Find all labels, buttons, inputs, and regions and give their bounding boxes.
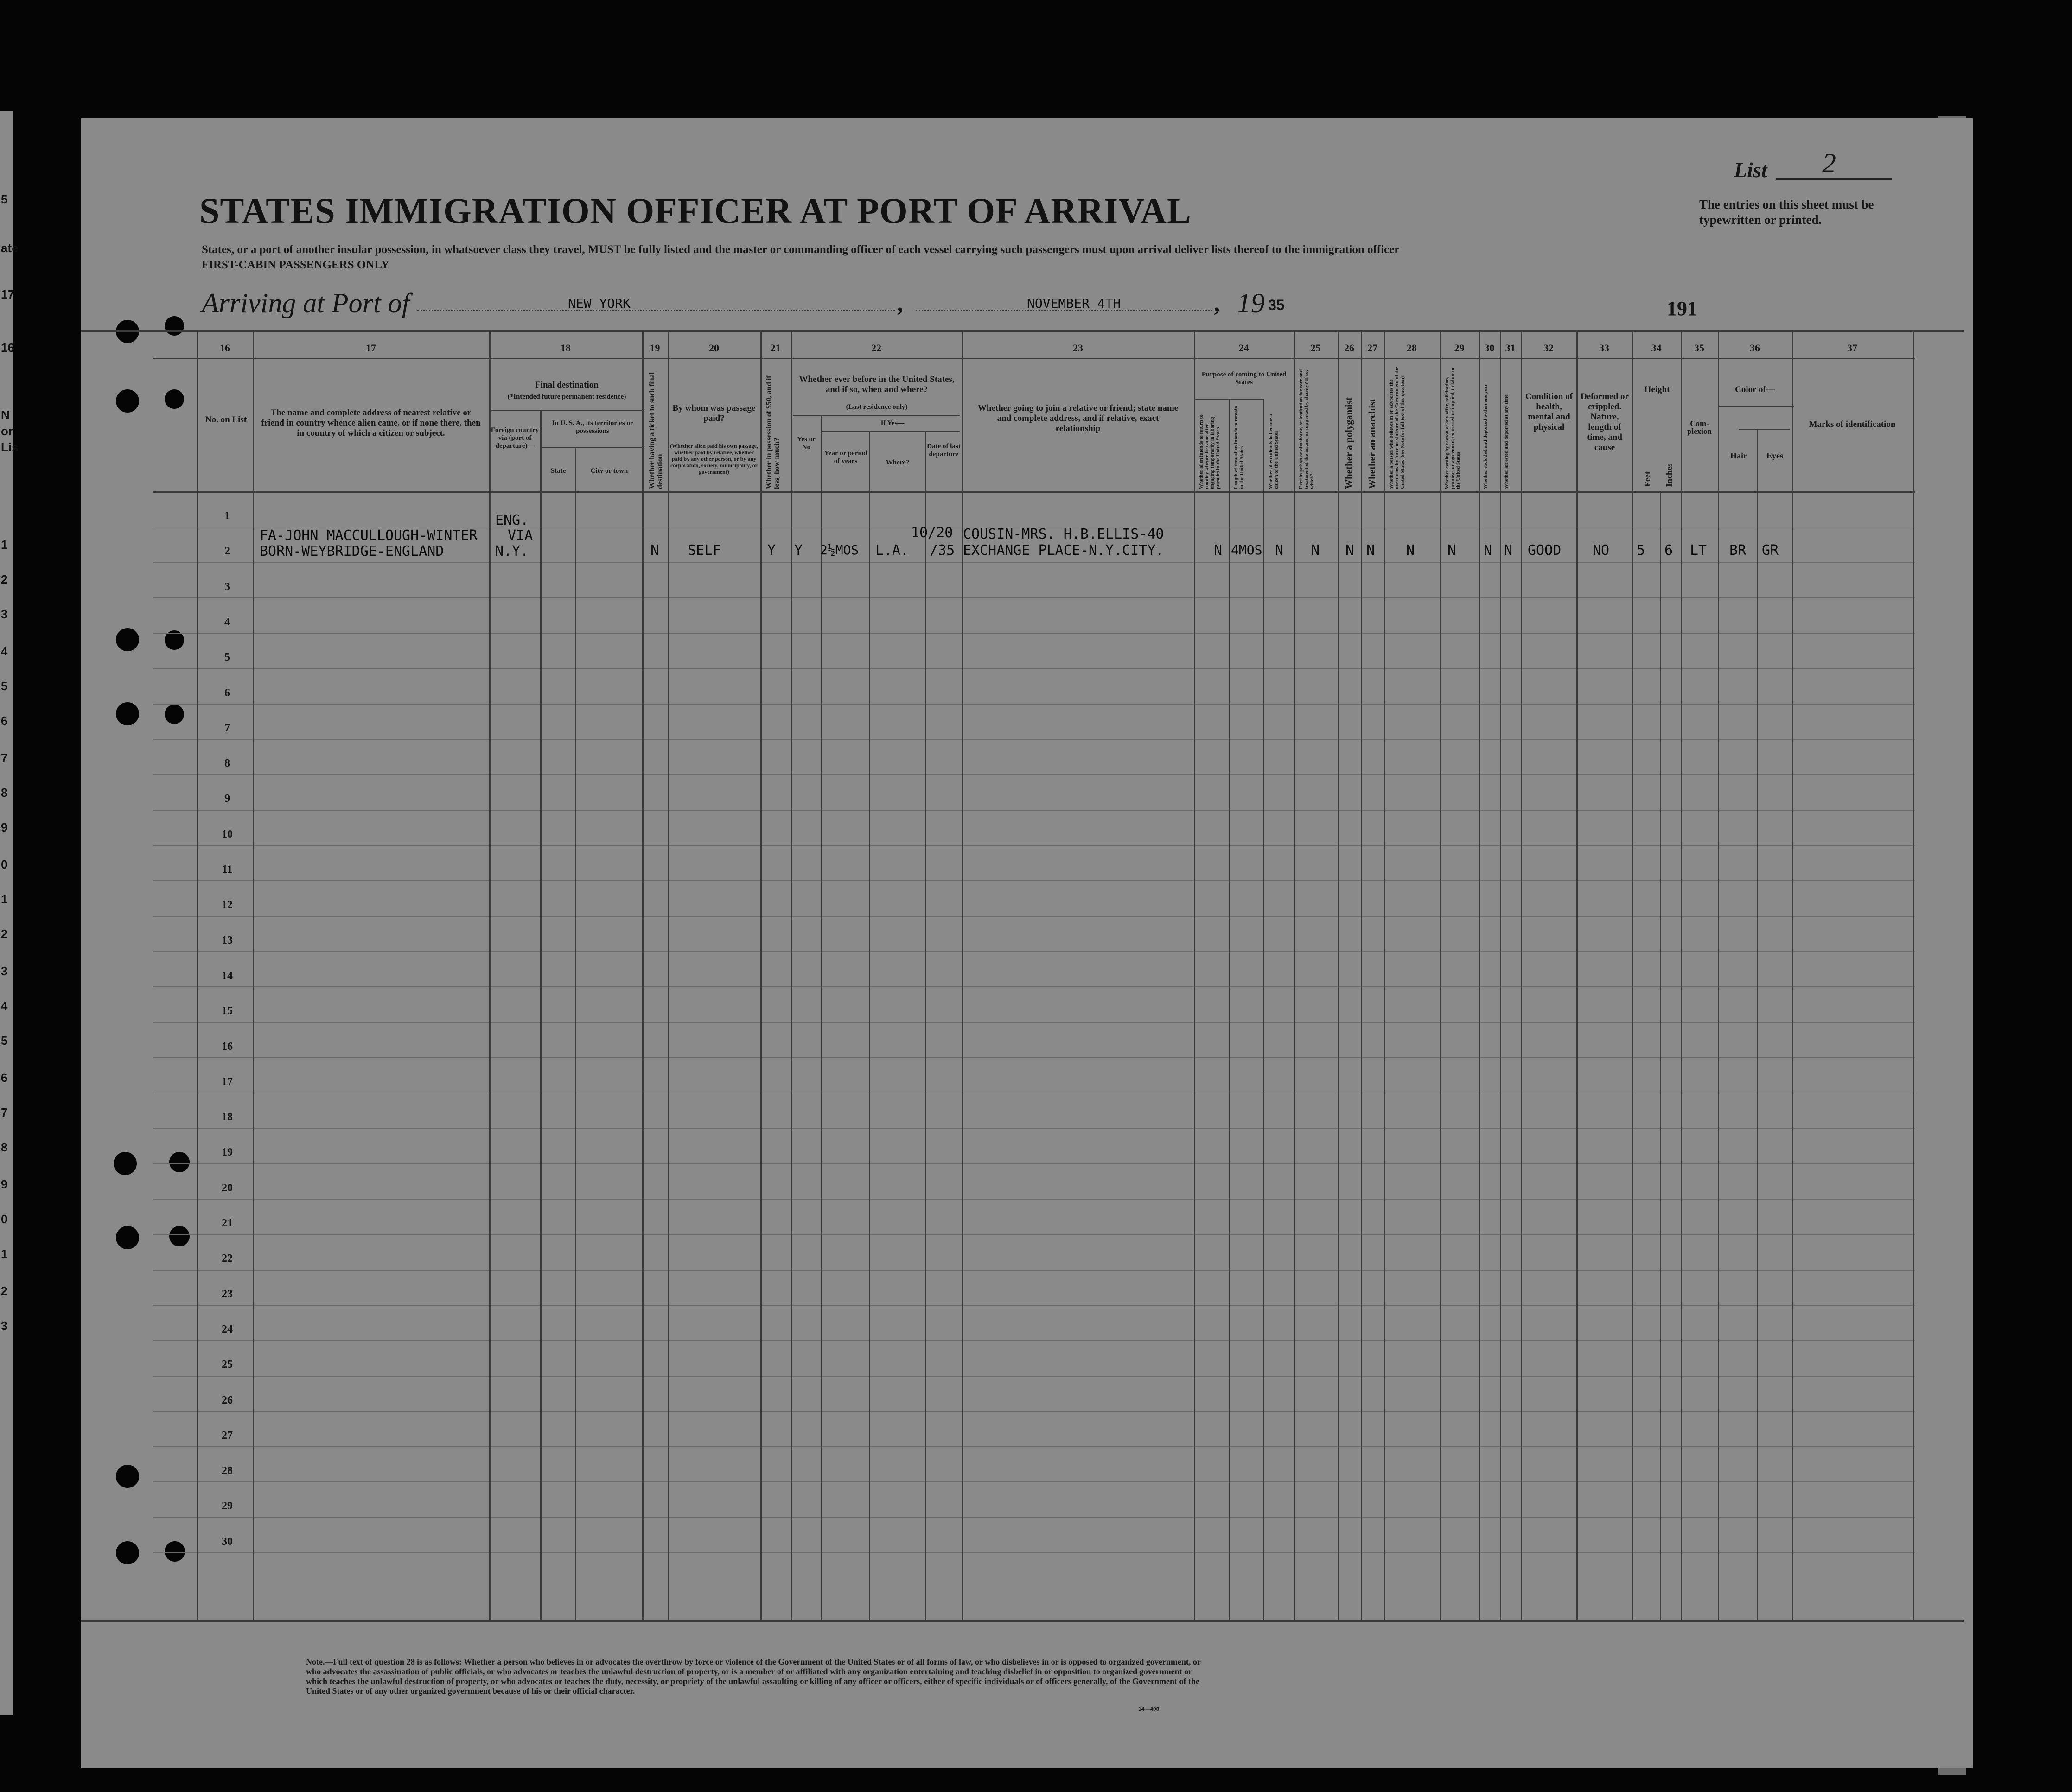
adjacent-page-strip xyxy=(0,111,19,1715)
margin-char: ate xyxy=(1,241,19,255)
margin-char: 5 xyxy=(1,679,8,693)
row-rule xyxy=(153,668,1915,669)
header-if-yes: If Yes— xyxy=(880,419,905,427)
binder-hole xyxy=(165,1541,185,1562)
row-number: 5 xyxy=(224,651,230,663)
row-number: 3 xyxy=(224,581,230,593)
question-31-value: N xyxy=(1504,542,1513,559)
foreign-country-line-3: N.Y. xyxy=(495,543,529,559)
row-rule xyxy=(153,1340,1915,1341)
column-rule xyxy=(1913,330,1914,1621)
year-prefix: 19 xyxy=(1237,288,1265,318)
comma: , xyxy=(897,290,903,317)
margin-char: 3 xyxy=(1,964,8,978)
margin-char: 9 xyxy=(1,820,8,834)
row-rule xyxy=(153,1199,1915,1200)
row-rule xyxy=(153,1411,1915,1412)
binder-hole xyxy=(116,628,139,651)
margin-char: 5 xyxy=(1,192,8,206)
column-rule xyxy=(540,410,542,1621)
margin-char: Lis xyxy=(1,440,19,454)
margin-char: 2 xyxy=(1,1284,8,1298)
row-rule xyxy=(153,1163,1915,1164)
margin-char: 1 xyxy=(1,538,8,552)
header-purpose: Purpose of coming to United States xyxy=(1201,371,1287,386)
row-rule xyxy=(153,774,1915,775)
stamp-number: 191 xyxy=(1667,297,1697,320)
row-number: 18 xyxy=(222,1111,233,1123)
header-yes-no: Yes or No xyxy=(797,436,816,451)
column-rule xyxy=(869,431,870,1621)
column-rule xyxy=(253,330,254,1621)
header-prison: Ever in prison or almshouse, or institution for care and treatment of the insane, or supported by charity? If so, which? xyxy=(1298,369,1315,489)
column-rule xyxy=(642,330,644,1621)
header-anarchist: Whether an anarchist xyxy=(1366,398,1377,489)
ticket-value: N xyxy=(650,542,659,559)
margin-char: 1 xyxy=(1,1247,8,1261)
margin-char: 0 xyxy=(1,858,8,871)
year-suffix: 35 xyxy=(1268,297,1285,313)
header-color-of: Color of— xyxy=(1735,385,1775,394)
header-no-on-list: No. on List xyxy=(205,415,247,425)
row-rule xyxy=(153,1446,1915,1447)
header-purpose-length: Length of time alien intends to remain in the United States xyxy=(1233,406,1244,489)
colnum-rule xyxy=(153,358,1915,359)
column-rule xyxy=(962,330,963,1621)
header-last-residence: (Last residence only) xyxy=(846,403,908,411)
column-rule xyxy=(760,330,762,1621)
column-rule xyxy=(1757,429,1758,1621)
binder-hole xyxy=(114,1152,137,1175)
join-line-2: EXCHANGE PLACE-N.Y.CITY. xyxy=(963,542,1164,559)
margin-char: 0 xyxy=(1,1212,8,1226)
column-rule xyxy=(1229,399,1230,1621)
header-question-30: Whether excluded and deported within one year xyxy=(1483,384,1488,489)
margin-char: 3 xyxy=(1,607,8,621)
column-number: 25 xyxy=(1310,342,1321,354)
column-rule xyxy=(1361,330,1362,1621)
subheader-rule xyxy=(821,431,960,432)
before-where: L.A. xyxy=(875,542,909,559)
column-rule xyxy=(1521,330,1522,1621)
row-rule xyxy=(153,1057,1915,1058)
row-rule xyxy=(153,633,1915,634)
margin-char: N xyxy=(1,408,10,422)
purpose-return-value: N xyxy=(1214,542,1223,559)
column-number: 21 xyxy=(770,342,781,354)
column-number: 24 xyxy=(1238,342,1249,354)
row-rule xyxy=(153,597,1915,598)
header-ticket: Whether having a ticket to such final destination xyxy=(648,372,664,489)
column-number: 31 xyxy=(1505,342,1516,354)
row-number: 29 xyxy=(222,1500,233,1512)
departure-line-2: /35 xyxy=(930,542,955,559)
column-rule xyxy=(1338,330,1339,1621)
margin-char: 7 xyxy=(1,751,8,765)
manifest-page xyxy=(81,118,1973,1768)
subheader-rule xyxy=(491,410,644,411)
date-value: NOVEMBER 4TH xyxy=(1027,296,1121,311)
page-title: STATES IMMIGRATION OFFICER AT PORT OF ARRIVAL xyxy=(199,191,1192,231)
question-29-value: N xyxy=(1447,542,1456,559)
margin-char: 2 xyxy=(1,927,8,941)
health-value: GOOD xyxy=(1528,542,1562,559)
row-number: 17 xyxy=(222,1076,233,1088)
row-number: 9 xyxy=(224,793,230,805)
row-number: 7 xyxy=(224,722,230,734)
row-rule xyxy=(153,1517,1915,1518)
row-rule xyxy=(153,1022,1915,1023)
header-in-usa: In U. S. A., its territories or possessions xyxy=(552,419,633,435)
join-line-1: COUSIN-MRS. H.B.ELLIS-40 xyxy=(963,526,1164,542)
row-number: 4 xyxy=(224,616,230,628)
row-rule xyxy=(153,951,1915,952)
row-number: 20 xyxy=(222,1182,233,1194)
binder-hole xyxy=(116,1541,139,1564)
header-inches: Inches xyxy=(1664,463,1674,487)
margin-char: 16 xyxy=(1,341,14,355)
column-number: 35 xyxy=(1694,342,1704,354)
header-deformed: Deformed or crippled. Nature, length of time, and cause xyxy=(1581,392,1629,452)
row-number: 13 xyxy=(222,934,233,947)
margin-char: 5 xyxy=(1,1034,8,1048)
column-number: 23 xyxy=(1073,342,1083,354)
column-number: 27 xyxy=(1367,342,1377,354)
row-number: 23 xyxy=(222,1288,233,1300)
column-number: 36 xyxy=(1750,342,1760,354)
column-rule xyxy=(1263,399,1264,1621)
possession-value: Y xyxy=(767,542,776,559)
margin-char: 1 xyxy=(1,892,8,906)
header-before-us: Whether ever before in the United States, and if so, when and where? xyxy=(799,375,955,394)
column-rule xyxy=(668,330,669,1621)
row-rule xyxy=(153,810,1915,811)
column-number: 18 xyxy=(561,342,571,354)
margin-char: 3 xyxy=(1,1319,8,1333)
port-rule xyxy=(417,310,895,311)
passenger-class: FIRST-CABIN PASSENGERS ONLY xyxy=(202,259,389,271)
before-yes-no: Y xyxy=(794,542,803,559)
header-height: Height xyxy=(1644,385,1670,394)
column-rule xyxy=(197,330,198,1621)
eyes-value: GR xyxy=(1762,542,1779,559)
row-rule xyxy=(153,986,1915,987)
header-question-28: Whether a person who believes in or advocates the overthrow by force or violence of the Government of the United States (See Note for full text of this question) xyxy=(1389,367,1405,489)
header-foreign-country: Foreign country via (port of departure)— xyxy=(491,426,539,450)
row-number: 27 xyxy=(222,1430,233,1442)
row-number: 22 xyxy=(222,1252,233,1265)
header-feet: Feet xyxy=(1643,471,1652,487)
subheader-rule xyxy=(540,447,644,448)
header-join-relative: Whether going to join a relative or friend; state name and complete address, and if relative, exact relationship xyxy=(977,403,1179,433)
row-number: 19 xyxy=(222,1146,233,1158)
column-rule xyxy=(1500,330,1501,1621)
row-number: 12 xyxy=(222,899,233,911)
row-number: 6 xyxy=(224,687,230,699)
height-feet: 5 xyxy=(1637,542,1645,559)
row-number: 21 xyxy=(222,1217,233,1229)
column-rule xyxy=(489,330,491,1621)
subheader-rule xyxy=(1739,429,1790,430)
column-rule xyxy=(1194,330,1195,1621)
column-number: 29 xyxy=(1454,342,1465,354)
row-number: 15 xyxy=(222,1005,233,1017)
relative-line-2: BORN-WEYBRIDGE-ENGLAND xyxy=(260,543,444,559)
anarchist-value: N xyxy=(1366,542,1375,559)
row-rule xyxy=(153,880,1915,881)
margin-char: 8 xyxy=(1,1140,8,1154)
header-purpose-citizen: Whether alien intends to become a citizen of the United States xyxy=(1268,413,1279,489)
column-number: 33 xyxy=(1599,342,1609,354)
margin-char: 17 xyxy=(1,287,14,301)
header-date-departure: Date of last departure xyxy=(927,443,961,458)
column-number: 34 xyxy=(1651,342,1662,354)
question-30-value: N xyxy=(1484,542,1492,559)
binder-hole xyxy=(169,1152,190,1172)
purpose-citizen-value: N xyxy=(1275,542,1284,559)
column-rule xyxy=(1792,330,1793,1621)
margin-char: 9 xyxy=(1,1177,8,1191)
purpose-length-value: 4MOS xyxy=(1231,542,1262,558)
binder-hole xyxy=(165,316,184,336)
binder-hole xyxy=(169,1226,190,1246)
row-number: 10 xyxy=(222,828,233,840)
column-number: 30 xyxy=(1484,342,1495,354)
header-city: City or town xyxy=(590,467,628,475)
list-number: 2 xyxy=(1822,148,1836,178)
header-state: State xyxy=(550,467,566,475)
column-rule xyxy=(1294,330,1295,1621)
arriving-label: Arriving at Port of xyxy=(202,288,410,318)
column-number: 32 xyxy=(1543,342,1554,354)
foreign-country-line-1: ENG. xyxy=(495,512,529,528)
row-number: 1 xyxy=(224,510,230,522)
row-number: 14 xyxy=(222,970,233,982)
header-purpose-return: Whether alien intends to return to country whence he came after engaging temporarily in laboring pursuits in the United States xyxy=(1199,414,1221,489)
row-number: 28 xyxy=(222,1465,233,1477)
header-marks: Marks of identification xyxy=(1809,419,1896,429)
binder-hole xyxy=(116,702,139,725)
column-rule xyxy=(1479,330,1480,1621)
column-number: 19 xyxy=(650,342,660,354)
header-passage: By whom was passage paid? xyxy=(672,403,756,423)
entries-note: The entries on this sheet must be typewritten or printed. xyxy=(1699,197,1874,227)
column-rule xyxy=(1660,491,1661,1621)
row-rule xyxy=(153,1481,1915,1482)
polygamist-value: N xyxy=(1345,542,1354,559)
row-number: 16 xyxy=(222,1041,233,1053)
binder-hole xyxy=(116,1465,139,1488)
before-period: 2½MOS xyxy=(820,542,859,558)
header-passage-note: (Whether alien paid his own passage, whether paid by relative, whether paid by any other person, or by any corporation, society, municipality, or government) xyxy=(670,443,758,475)
header-question-31: Whether arrested and deported at any time xyxy=(1504,394,1509,489)
column-number: 37 xyxy=(1847,342,1857,354)
column-number: 26 xyxy=(1344,342,1354,354)
row-number: 30 xyxy=(222,1536,233,1548)
departure-line-1: 10/20 xyxy=(911,525,953,541)
subheader-rule xyxy=(793,415,960,416)
row-rule xyxy=(153,1270,1915,1271)
margin-char: 7 xyxy=(1,1106,8,1119)
column-number: 16 xyxy=(220,342,230,354)
column-number: 28 xyxy=(1407,342,1417,354)
binder-hole xyxy=(165,389,184,409)
row-rule xyxy=(153,739,1915,740)
relative-line-1: FA-JOHN MACCULLOUGH-WINTER xyxy=(260,527,478,544)
column-number: 17 xyxy=(366,342,376,354)
header-final-destination-note: (*Intended future permanent residence) xyxy=(507,393,626,400)
binder-hole xyxy=(165,705,184,724)
row-number: 24 xyxy=(222,1323,233,1335)
row-rule xyxy=(153,704,1915,705)
column-rule xyxy=(791,330,792,1621)
column-number: 20 xyxy=(709,342,719,354)
hair-value: BR xyxy=(1729,542,1747,559)
passage-paid-by: SELF xyxy=(688,542,721,559)
margin-char: 2 xyxy=(1,572,8,586)
column-number: 22 xyxy=(871,342,881,354)
header-question-29: Whether coming by reason of any offer, solicitation, promise, or agreement, expressed or implied, to labor in the United States xyxy=(1444,368,1461,489)
list-rule xyxy=(1776,178,1892,180)
complexion-value: LT xyxy=(1690,542,1707,559)
row-rule xyxy=(153,1552,1915,1553)
header-health: Condition of health, mental and physical xyxy=(1525,392,1573,432)
prison-value: N xyxy=(1311,542,1320,559)
list-label: List xyxy=(1734,158,1767,182)
header-complexion: Com-plexion xyxy=(1687,419,1712,436)
question-28-value: N xyxy=(1406,542,1415,559)
comma: , xyxy=(1214,290,1220,317)
header-hair: Hair xyxy=(1730,451,1747,460)
margin-char: or xyxy=(1,424,13,438)
row-number: 25 xyxy=(222,1359,233,1371)
row-rule xyxy=(153,1234,1915,1235)
column-rule xyxy=(925,431,926,1621)
footer-note: Note.—Full text of question 28 is as follows: Whether a person who believes in or advocates the overthrow by force or violence of the Government of the United States or of all forms of law, or who disbelieves in or is opposed to organized government, or who advocates the assassination of public officials, or who advocates or teaches the unlawful destruction of property, or is a member of or affiliated with any organization entertaining and teaching disbelief in or opposition to organized government or which teaches the unlawful destruction of property, or who advocates or teaches the duty, necessity, or propriety of the unlawful assaulting or killing of any officer or officers, either of specific individuals or of officers generally, of the Government of the United States or of any other organized government because of his or their official character. xyxy=(306,1657,1201,1696)
column-rule xyxy=(1440,330,1441,1621)
row-number: 8 xyxy=(224,757,230,769)
foreign-country-line-2: VIA xyxy=(508,527,533,544)
subheader-rule xyxy=(1718,406,1794,407)
row-number: 26 xyxy=(222,1394,233,1406)
row-rule xyxy=(153,916,1915,917)
column-rule xyxy=(1576,330,1578,1621)
header-period: Year or period of years xyxy=(824,450,867,465)
row-rule xyxy=(153,1376,1915,1377)
header-relative: The name and complete address of nearest relative or friend in country whence alien came, or if none there, then in country of which a citizen or subject. xyxy=(261,408,481,438)
binder-hole xyxy=(116,1226,139,1249)
margin-char: 8 xyxy=(1,786,8,800)
column-rule xyxy=(1632,330,1633,1621)
header-bottom-rule xyxy=(153,491,1915,493)
row-number: 11 xyxy=(222,864,233,876)
form-number: 14—400 xyxy=(1138,1706,1160,1712)
deformed-value: NO xyxy=(1593,542,1610,559)
height-inches: 6 xyxy=(1664,542,1673,559)
column-rule xyxy=(1681,330,1682,1621)
column-rule xyxy=(1384,330,1385,1621)
row-rule xyxy=(153,845,1915,846)
column-rule xyxy=(821,415,822,1621)
header-polygamist: Whether a polygamist xyxy=(1343,397,1354,489)
binder-hole xyxy=(116,389,139,413)
column-rule xyxy=(1718,330,1719,1621)
margin-char: 6 xyxy=(1,1071,8,1085)
margin-char: 4 xyxy=(1,999,8,1013)
margin-char: 4 xyxy=(1,644,8,658)
column-rule xyxy=(575,447,576,1621)
instructions-line: States, or a port of another insular possession, in whatsoever class they travel, MUST be fully listed and the master or commanding officer of each vessel carrying such passengers must upon arrival deliver lists thereof to the immigration officer xyxy=(202,243,1400,256)
header-where: Where? xyxy=(886,459,910,466)
header-possession: Whether in possession of $50, and if less, how much? xyxy=(765,375,781,489)
port-value: NEW YORK xyxy=(568,296,631,311)
header-eyes: Eyes xyxy=(1766,451,1783,460)
margin-char: 6 xyxy=(1,714,8,728)
row-rule xyxy=(153,562,1915,563)
row-rule xyxy=(153,1128,1915,1129)
row-number: 2 xyxy=(224,545,230,557)
row-rule xyxy=(153,1305,1915,1306)
header-final-destination: Final destination xyxy=(535,380,599,390)
